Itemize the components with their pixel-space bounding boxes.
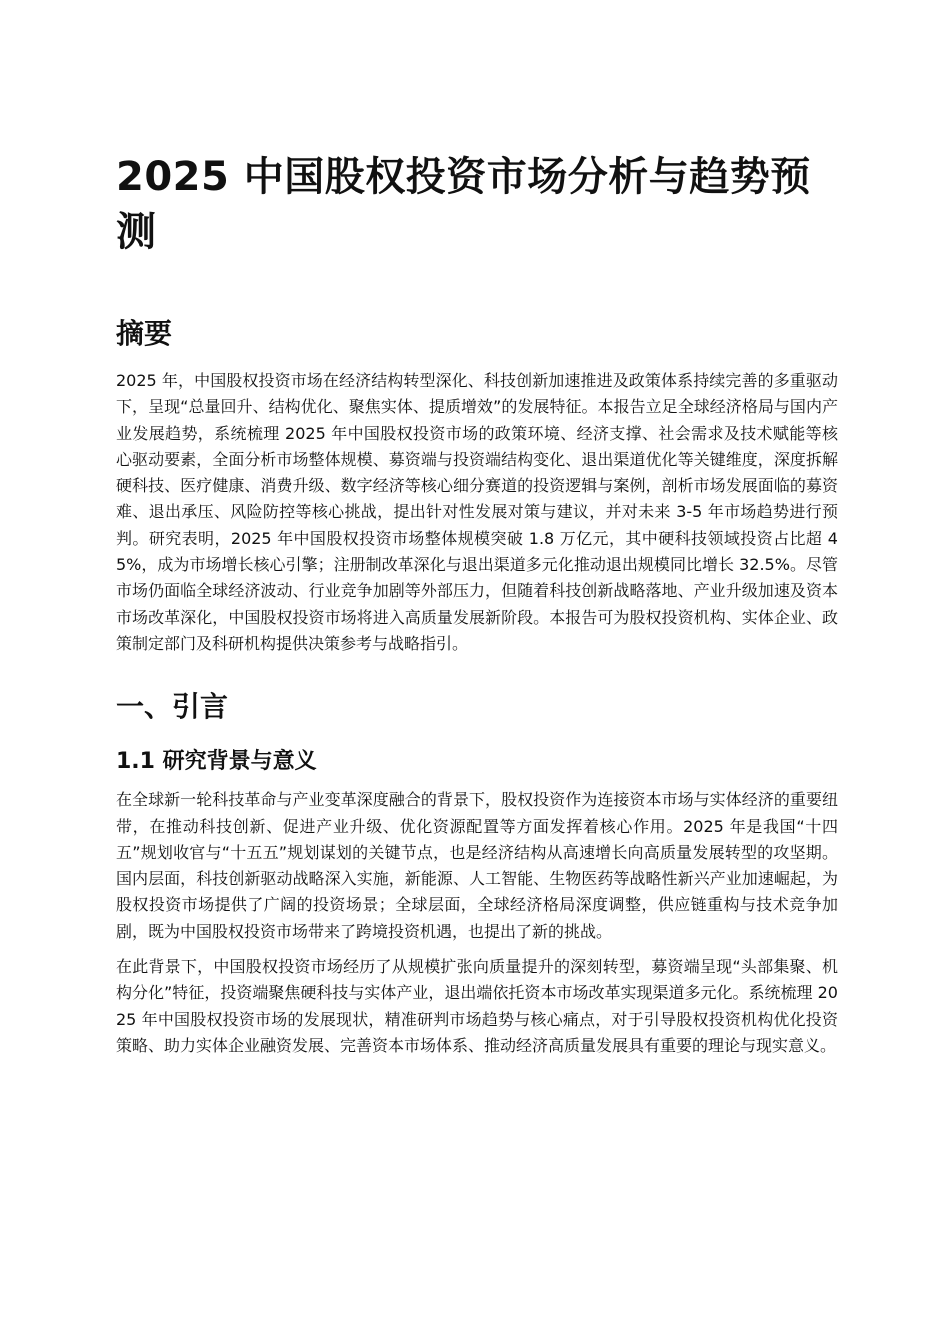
background-paragraph-1: 在全球新一轮科技革命与产业变革深度融合的背景下，股权投资作为连接资本市场与实体经济的重要纽带，在推动科技创新、促进产业升级、优化资源配置等方面发挥着核心作用。2025 年是我国“十四五”规划收官与“十五五”规划谋划的关键节点，也是经济结构从高速增长向高质量发展转型的攻坚期。国内层面，科技创新驱动战略深入实施，新能源、人工智能、生物医药等战略性新兴产业加速崛起，为股权投资市场提供了广阔的投资场景；全球层面，全球经济格局深度调整，供应链重构与技术竞争加剧，既为中国股权投资市场带来了跨境投资机遇，也提出了新的挑战。	[116, 790, 838, 941]
background-paragraph-2: 在此背景下，中国股权投资市场经历了从规模扩张向质量提升的深刻转型，募资端呈现“头部集聚、机构分化”特征，投资端聚焦硬科技与实体产业，退出端依托资本市场改革实现渠道多元化。系统梳理 2025 年中国股权投资市场的发展现状，精准研判市场趋势与核心痛点，对于引导股权投资机构优化投资策略、助力实体企业融资发展、完善资本市场体系、推动经济高质量发展具有重要的理论与现实意义。	[116, 957, 838, 1055]
abstract-heading: 摘要	[116, 317, 173, 350]
document-page	[116, 150, 838, 1059]
abstract-paragraph: 2025 年，中国股权投资市场在经济结构转型深化、科技创新加速推进及政策体系持续完善的多重驱动下，呈现“总量回升、结构优化、聚焦实体、提质增效”的发展特征。本报告立足全球经济格局与国内产业发展趋势，系统梳理 2025 年中国股权投资市场的政策环境、经济支撑、社会需求及技术赋能等核心驱动要素，全面分析市场整体规模、募资端与投资端结构变化、退出渠道优化等关键维度，深度拆解硬科技、医疗健康、消费升级、数字经济等核心细分赛道的投资逻辑与案例，剖析市场发展面临的募资难、退出承压、风险防控等核心挑战，提出针对性发展对策与建议，并对未来 3-5 年市场趋势进行预判。研究表明，2025 年中国股权投资市场整体规模突破 1.8 万亿元，其中硬科技领域投资占比超 45%，成为市场增长核心引擎；注册制改革深化与退出渠道多元化推动退出规模同比增长 32.5%。尽管市场仍面临全球经济波动、行业竞争加剧等外部压力，但随着科技创新战略落地、产业升级加速及资本市场改革深化，中国股权投资市场将进入高质量发展新阶段。本报告可为股权投资机构、实体企业、政策制定部门及科研机构提供决策参考与战略指引。	[116, 371, 838, 653]
subsection-background-heading: 1.1 研究背景与意义	[116, 749, 317, 775]
document-title: 2025 中国股权投资市场分析与趋势预测	[116, 154, 811, 255]
section-introduction-heading: 一、引言	[116, 690, 229, 724]
